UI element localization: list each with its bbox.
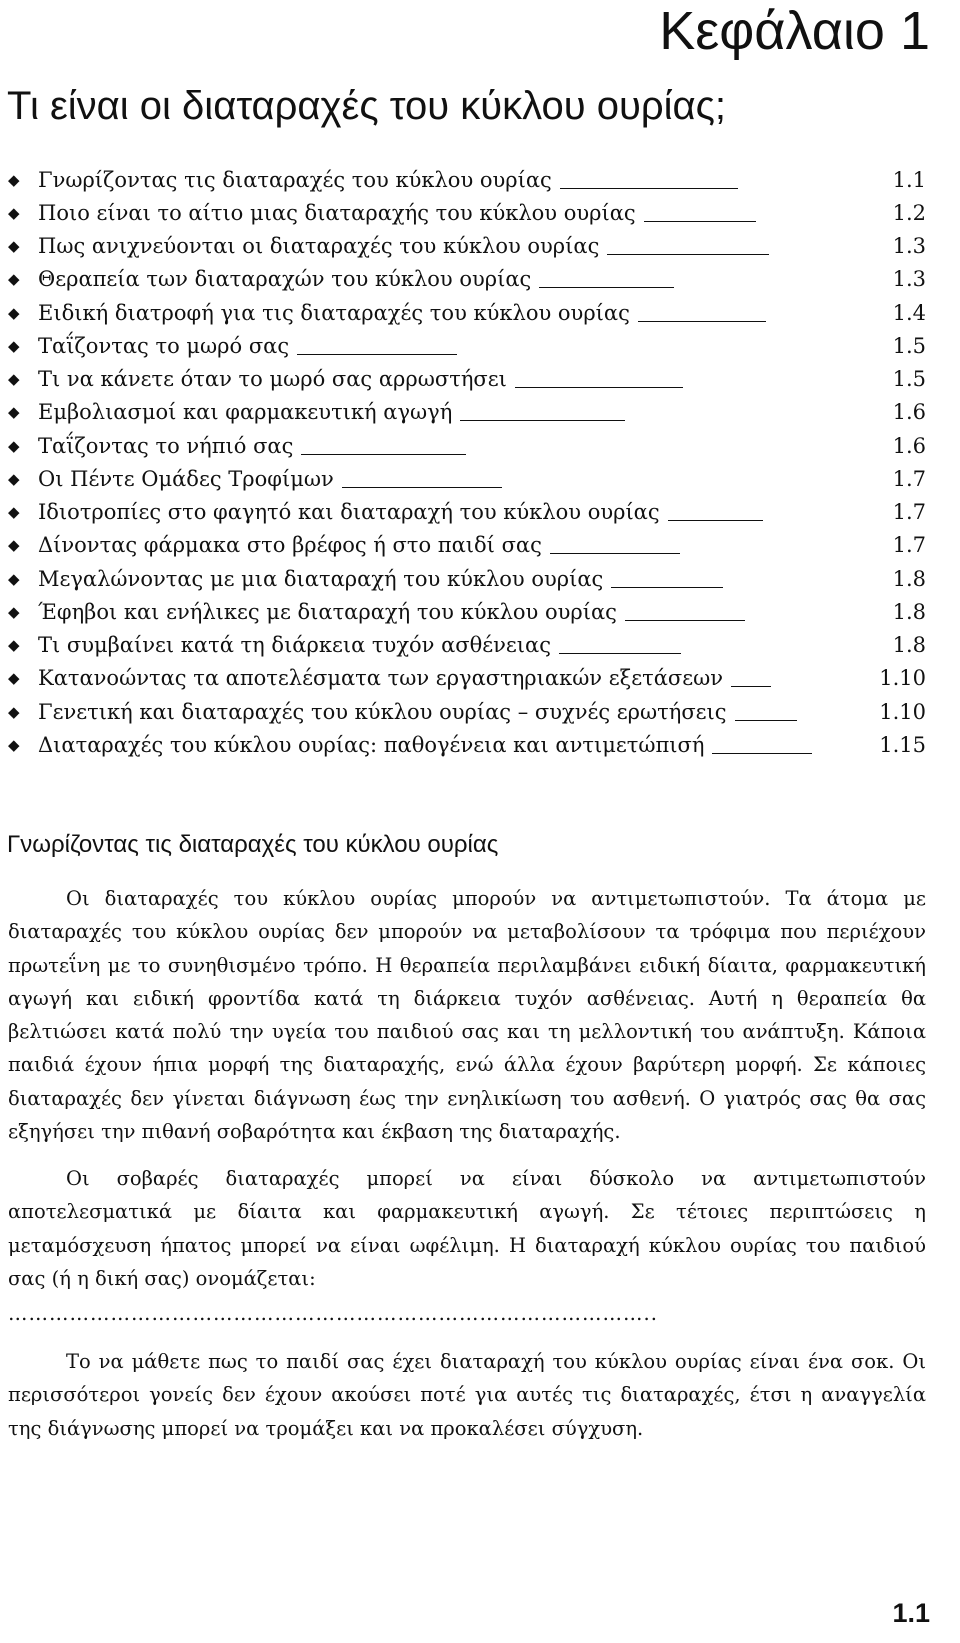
- toc-item[interactable]: [8, 629, 926, 662]
- toc-item-text: Ταΐζοντας το μωρό σας: [38, 333, 290, 358]
- paragraph: [8, 882, 926, 1148]
- paragraph-text: Οι διαταραχές του κύκλου ουρίας μπορούν να αντιμετωπιστούν. Τα άτομα με διαταραχές του κύκλου ουρίας δεν μπορούν να μεταβολίσουν τα τρόφιμα που περιέχουν πρωτεΐνη με το συνηθισμένο τρόπο. Η θεραπεία περιλαμβάνει ειδική δίαιτα, φαρμακευτική αγωγή και ειδική φροντίδα κατά τη διάρκεια τυχόν ασθένειας. Αυτή η θεραπεία θα βελτιώσει κατά πολύ την υγεία του παιδιού σας και τη μελλοντική του ανάπτυξη. Κάποια παιδιά έχουν ήπια μορφή της διαταραχής, ενώ άλλα έχουν βαρύτερη μορφή. Σε κάποιες διαταραχές δεν γίνεται διάγνωση έως την ενηλικίωση του ασθενή. Ο γιατρός σας θα σας εξηγήσει την πιθανή σοβαρότητα και έκβαση της διαταραχής.: [8, 887, 926, 1144]
- toc-item-page: 1.6: [892, 400, 926, 425]
- toc-item[interactable]: [8, 196, 926, 229]
- table-of-contents: [8, 163, 926, 762]
- leader-line: [735, 719, 797, 721]
- paragraph-text: Οι σοβαρές διαταραχές μπορεί να είναι δύσκολο να αντιμετωπιστούν αποτελεσματικά με δίαιτα και φαρμακευτική αγωγή. Σε τέτοιες περιπτώσεις η μεταμόσχευση ήπατος μπορεί να είναι ωφέλιμη. Η διαταραχή κύκλου ουρίας του παιδιού σας (ή η δική σας) ονομάζεται:: [8, 1167, 926, 1290]
- leader-line: [342, 486, 502, 488]
- toc-item-page: 1.8: [892, 566, 926, 591]
- toc-item-page: 1.5: [892, 333, 926, 358]
- leader-line: [559, 652, 681, 654]
- leader-line: [668, 519, 763, 521]
- toc-item-text: Διαταραχές του κύκλου ουρίας: παθογένεια και αντιμετώπισή: [38, 732, 705, 757]
- toc-item-text: Πως ανιχνεύονται οι διαταραχές του κύκλου ουρίας: [38, 234, 600, 259]
- toc-item-page: 1.4: [892, 300, 926, 325]
- diamond-icon: ◆: [8, 170, 20, 189]
- toc-item-text: Ποιο είναι το αίτιο μιας διαταραχής του κύκλου ουρίας: [38, 200, 636, 225]
- diamond-icon: ◆: [8, 669, 20, 688]
- toc-item-page: 1.1: [892, 167, 926, 192]
- toc-item[interactable]: [8, 662, 926, 695]
- leader-line: [301, 453, 466, 455]
- toc-item-page: 1.3: [892, 267, 926, 292]
- toc-item[interactable]: [8, 363, 926, 396]
- diamond-icon: ◆: [8, 636, 20, 655]
- toc-item-page: 1.10: [879, 666, 926, 691]
- diamond-icon: ◆: [8, 735, 20, 754]
- toc-item-page: 1.8: [892, 633, 926, 658]
- toc-item-page: 1.15: [879, 732, 926, 757]
- toc-item[interactable]: [8, 296, 926, 329]
- toc-item-text: Θεραπεία των διαταραχών του κύκλου ουρίας: [38, 267, 532, 292]
- leader-line: [539, 286, 674, 288]
- leader-line: [625, 619, 745, 621]
- page-title: Τι είναι οι διαταραχές του κύκλου ουρίας;: [7, 84, 727, 128]
- toc-item-page: 1.2: [892, 200, 926, 225]
- toc-item-text: Εμβολιασμοί και φαρμακευτική αγωγή: [38, 400, 453, 425]
- leader-line: [712, 752, 812, 754]
- toc-item[interactable]: [8, 728, 926, 761]
- page-number: 1.1: [892, 1598, 930, 1628]
- toc-item[interactable]: [8, 496, 926, 529]
- diamond-icon: ◆: [8, 436, 20, 455]
- toc-item[interactable]: [8, 562, 926, 595]
- leader-line: [611, 586, 723, 588]
- toc-item[interactable]: [8, 396, 926, 429]
- toc-item-text: Ταΐζοντας το νήπιό σας: [38, 433, 294, 458]
- diamond-icon: ◆: [8, 702, 20, 721]
- toc-item-page: 1.5: [892, 367, 926, 392]
- toc-item-text: Μεγαλώνοντας με μια διαταραχή του κύκλου ουρίας: [38, 566, 604, 591]
- toc-item-page: 1.7: [892, 533, 926, 558]
- toc-item[interactable]: [8, 329, 926, 362]
- chapter-label: Κεφάλαιο 1: [659, 1, 930, 61]
- toc-item-text: Κατανοώντας τα αποτελέσματα των εργαστηριακών εξετάσεων: [38, 666, 723, 691]
- toc-item-page: 1.3: [892, 234, 926, 259]
- toc-item-page: 1.7: [892, 500, 926, 525]
- toc-item-text: Γνωρίζοντας τις διαταραχές του κύκλου ουρίας: [38, 167, 552, 192]
- toc-item-text: Γενετική και διαταραχές του κύκλου ουρίας – συχνές ερωτήσεις: [38, 699, 727, 724]
- leader-line: [550, 552, 680, 554]
- leader-line: [644, 220, 756, 222]
- toc-item[interactable]: [8, 163, 926, 196]
- diamond-icon: ◆: [8, 203, 20, 222]
- fill-in-blank-line: …………………………………………………………………………………..: [8, 1302, 658, 1325]
- toc-item[interactable]: [8, 462, 926, 495]
- toc-item-page: 1.7: [892, 466, 926, 491]
- leader-line: [638, 320, 766, 322]
- leader-line: [560, 187, 738, 189]
- toc-item[interactable]: [8, 429, 926, 462]
- paragraph-text: Το να μάθετε πως το παιδί σας έχει διαταραχή του κύκλου ουρίας είναι ένα σοκ. Οι περισσότεροι γονείς δεν έχουν ακούσει ποτέ για αυτές τις διαταραχές, έτσι η αναγγελία της διάγνωσης μπορεί να τρομάξει και να προκαλέσει σύγχυση.: [8, 1350, 926, 1440]
- leader-line: [607, 253, 769, 255]
- section-title: Γνωρίζοντας τις διαταραχές του κύκλου ουρίας: [7, 831, 499, 858]
- toc-item-text: Τι να κάνετε όταν το μωρό σας αρρωστήσει: [38, 367, 507, 392]
- toc-item-page: 1.6: [892, 433, 926, 458]
- diamond-icon: ◆: [8, 503, 20, 522]
- paragraph: [8, 1162, 926, 1295]
- toc-item-text: Ιδιοτροπίες στο φαγητό και διαταραχή του κύκλου ουρίας: [38, 500, 660, 525]
- diamond-icon: ◆: [8, 303, 20, 322]
- diamond-icon: ◆: [8, 569, 20, 588]
- toc-item[interactable]: [8, 529, 926, 562]
- diamond-icon: ◆: [8, 370, 20, 389]
- paragraph: [8, 1345, 926, 1445]
- toc-item[interactable]: [8, 263, 926, 296]
- diamond-icon: ◆: [8, 336, 20, 355]
- toc-item-text: Δίνοντας φάρμακα στο βρέφος ή στο παιδί σας: [38, 533, 542, 558]
- toc-item-text: Οι Πέντε Ομάδες Τροφίμων: [38, 466, 334, 491]
- toc-item[interactable]: [8, 595, 926, 628]
- toc-item-page: 1.10: [879, 699, 926, 724]
- diamond-icon: ◆: [8, 469, 20, 488]
- diamond-icon: ◆: [8, 536, 20, 555]
- diamond-icon: ◆: [8, 403, 20, 422]
- toc-item[interactable]: [8, 695, 926, 728]
- diamond-icon: ◆: [8, 602, 20, 621]
- leader-line: [731, 685, 771, 687]
- leader-line: [460, 419, 625, 421]
- leader-line: [297, 353, 457, 355]
- toc-item-text: Έφηβοι και ενήλικες με διαταραχή του κύκλου ουρίας: [38, 599, 617, 624]
- toc-item[interactable]: [8, 230, 926, 263]
- toc-item-page: 1.8: [892, 599, 926, 624]
- toc-item-text: Ειδική διατροφή για τις διαταραχές του κύκλου ουρίας: [38, 300, 630, 325]
- diamond-icon: ◆: [8, 237, 20, 256]
- leader-line: [515, 386, 683, 388]
- diamond-icon: ◆: [8, 270, 20, 289]
- toc-item-text: Τι συμβαίνει κατά τη διάρκεια τυχόν ασθένειας: [38, 633, 551, 658]
